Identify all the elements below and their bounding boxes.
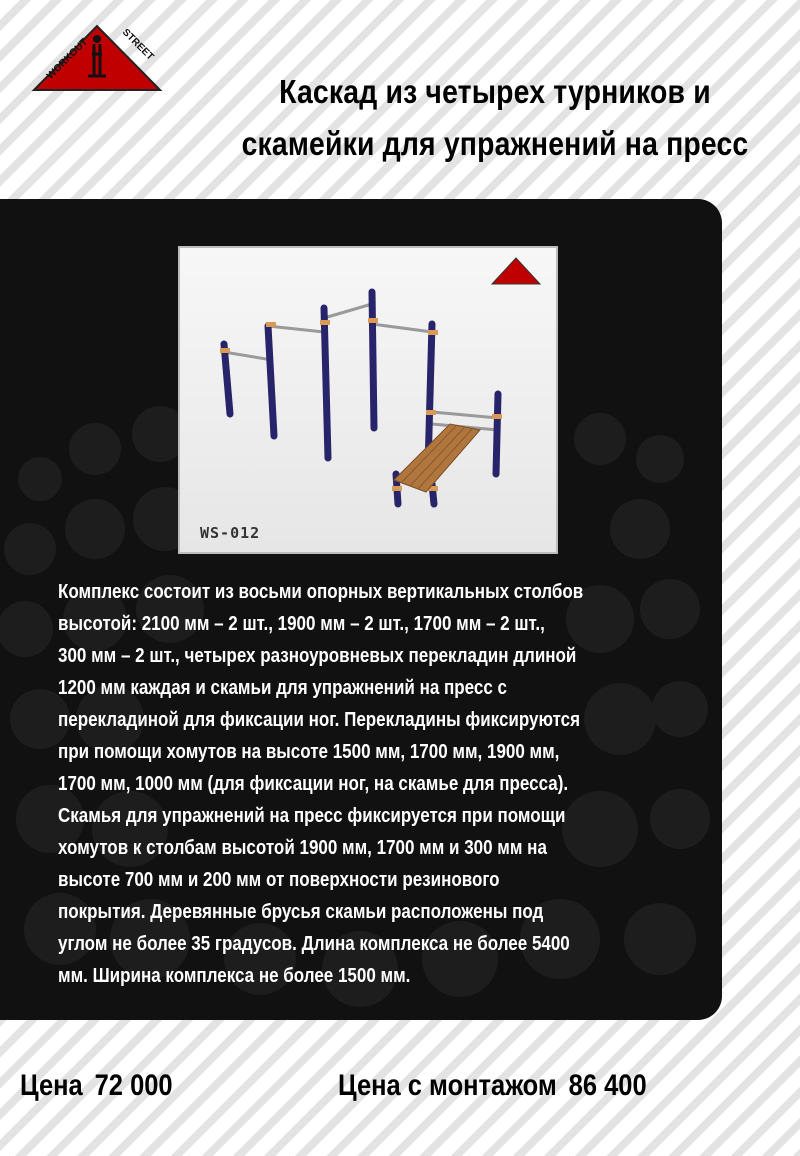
description-line: при помощи хомутов на высоте 1500 мм, 1700 мм, 1900 мм, (58, 741, 560, 763)
description-line: хомутов к столбам высотой 1900 мм, 1700 мм и 300 мм на (58, 837, 547, 859)
description-text (58, 576, 619, 992)
product-image (178, 246, 558, 554)
description-line: покрытия. Деревянные брусья скамьи расположены под (58, 901, 544, 923)
content-panel (0, 199, 722, 1020)
description-line: высоте 700 мм и 200 мм от поверхности резинового (58, 869, 500, 891)
svg-text:WORKOUT: WORKOUT (44, 36, 91, 82)
page-title (241, 66, 748, 170)
description-line: мм. Ширина комплекса не более 1500 мм. (58, 965, 411, 987)
description-line: углом не более 35 градусов. Длина комплекса не более 5400 (58, 933, 570, 955)
description-line: 300 мм – 2 шт., четырех разноуровневых перекладин длиной (58, 645, 577, 667)
price (20, 1069, 173, 1103)
logo-triangle-icon (22, 14, 172, 96)
install-price-label: Цена с монтажом (338, 1069, 557, 1102)
description-line: 1700 мм, 1000 мм (для фиксации ног, на скамье для пресса). (58, 773, 569, 795)
workout-station-illustration (180, 248, 556, 552)
price-label: Цена (20, 1069, 83, 1102)
description-line: высотой: 2100 мм – 2 шт., 1900 мм – 2 шт., 1700 мм – 2 шт., (58, 613, 545, 635)
description-line: перекладиной для фиксации ног. Перекладины фиксируются (58, 709, 581, 731)
install-price-value: 86 400 (568, 1069, 647, 1102)
price-with-installation (338, 1069, 647, 1103)
price-value: 72 000 (94, 1069, 173, 1102)
title-line-1: Каскад из четырех турников и (279, 73, 711, 110)
description-line: Комплекс состоит из восьми опорных вертикальных столбов (58, 581, 584, 603)
title-line-2: скамейки для упражнений на пресс (241, 125, 749, 162)
model-code: WS-012 (200, 524, 261, 542)
svg-text:STREET: STREET (119, 27, 156, 63)
brand-logo (22, 14, 172, 96)
description-line: Скамья для упражнений на пресс фиксируется при помощи (58, 805, 566, 827)
description-line: 1200 мм каждая и скамьи для упражнений на пресс с (58, 677, 507, 699)
